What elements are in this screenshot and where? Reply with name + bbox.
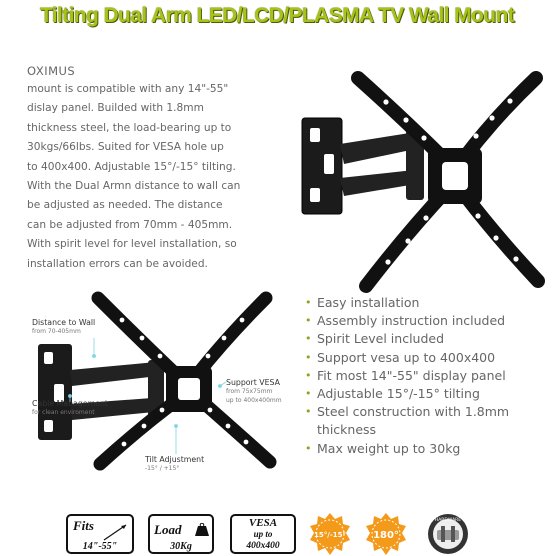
tilt-seal-text: 15°/-15° — [314, 531, 346, 539]
badge-fits-label: Fits — [73, 518, 94, 533]
feature-item: • Max weight up to 30kg — [305, 440, 545, 458]
description-line: mount is compatible with any 14"-55" — [27, 83, 229, 95]
product-description — [27, 80, 279, 274]
callout-distance-label: Distance to Wall — [32, 318, 96, 327]
description-line: With the Dual Armn distance to wall can — [27, 180, 241, 193]
description-line: to 400x400. Adjustable 15°/-15° tilting. — [27, 160, 236, 173]
description-line: dislay panel. Builded with 1.8mm — [27, 102, 204, 115]
badge-load — [148, 514, 214, 554]
description-line: With spirit level for level installation, so — [27, 238, 237, 251]
hardware-label: HARDWARE — [434, 518, 462, 523]
badge-vesa — [230, 514, 296, 554]
callout-tilt — [145, 455, 204, 473]
callout-vesa — [226, 378, 282, 405]
description-line: installation errors can be avoided. — [27, 257, 208, 270]
badge-vesa-value: 400x400 — [246, 541, 280, 551]
feature-item: • Spirit Level included — [305, 330, 545, 348]
callout-distance-sub: from 70-405mm — [32, 328, 81, 335]
callout-cable-label: Cable Management — [32, 399, 108, 408]
badge-fits — [66, 514, 134, 554]
callout-cable-sub: for clean enviroment — [32, 409, 95, 416]
hardware-icon — [424, 512, 472, 556]
feature-item: • Steel construction with 1.8mm thickness — [305, 403, 545, 439]
feature-item: • Assembly instruction included — [305, 312, 545, 330]
swivel-seal-badge — [364, 512, 408, 556]
feature-item: • Easy installation — [305, 294, 545, 312]
feature-item: • Fit most 14"-55" display panel — [305, 367, 545, 385]
screen-diagonal-icon — [102, 522, 128, 542]
product-image-angled — [296, 66, 548, 298]
page-title: Tilting Dual Arm LED/LCD/PLASMA TV Wall Mount — [39, 4, 515, 27]
callout-vesa-sub2: up to 400x400mm — [226, 397, 282, 404]
feature-item: • Support vesa up to 400x400 — [305, 349, 545, 367]
callout-tilt-sub: -15° / +15° — [145, 465, 180, 472]
badge-vesa-up: up to — [253, 529, 273, 539]
badge-load-value: 30Kg — [170, 541, 192, 552]
callout-tilt-label: Tilt Adjustment — [145, 455, 205, 464]
callout-vesa-sub1: from 75x75mm — [226, 388, 273, 395]
description-line: can be adjusted from 70mm - 405mm. — [27, 218, 233, 231]
weight-icon — [194, 523, 210, 537]
badge-fits-value: 14"-55" — [82, 541, 118, 552]
callout-distance — [32, 318, 95, 336]
feature-list — [305, 294, 545, 458]
feature-item: • Adjustable 15°/-15° tilting — [305, 385, 545, 403]
callout-cable — [32, 399, 108, 417]
swivel-seal-text: 180° — [373, 530, 399, 541]
spec-badges — [0, 512, 554, 554]
tilt-seal-badge — [308, 512, 352, 556]
badge-load-label: Load — [154, 522, 182, 537]
description-line: 30kgs/66lbs. Suited for VESA hole up — [27, 141, 224, 154]
brand-name: OXIMUS — [27, 64, 76, 78]
callout-vesa-label: Support VESA — [226, 378, 280, 387]
description-line: be adjusted as needed. The distance — [27, 199, 223, 212]
badge-vesa-label: VESA — [248, 517, 278, 529]
description-line: thickness steel, the load-bearing up to — [27, 121, 232, 134]
